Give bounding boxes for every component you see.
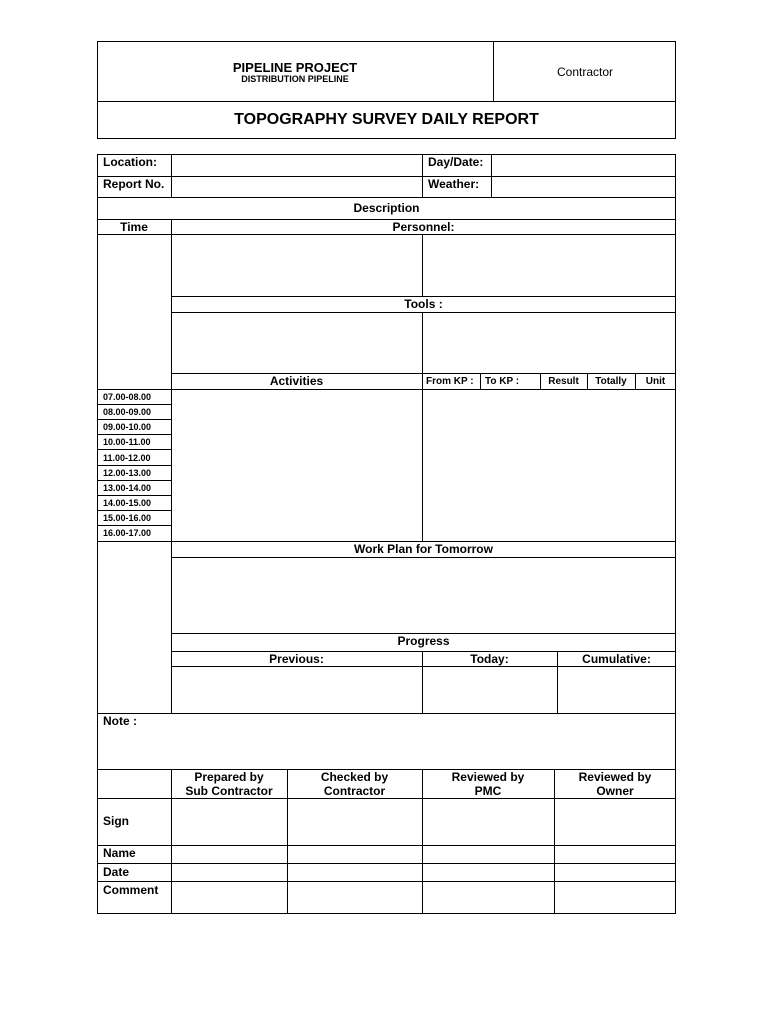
reviewed-pmc-party: PMC	[474, 784, 502, 798]
time-slot	[97, 405, 171, 420]
sign-pmc-cell[interactable]	[423, 799, 554, 845]
date-row-label: Date	[103, 865, 130, 879]
time-slot	[97, 511, 171, 526]
time-slot-label: 12.00-13.00	[103, 468, 152, 478]
progress-previous-field[interactable]	[172, 667, 422, 713]
comment-checked-cell[interactable]	[288, 882, 422, 913]
comment-row-label: Comment	[103, 883, 159, 897]
totally-label: Totally	[595, 376, 627, 387]
date-prepared-cell[interactable]	[172, 864, 287, 881]
reviewed-pmc-header: Reviewed by	[451, 770, 525, 784]
tools-label: Tools :	[404, 297, 443, 311]
personnel-field-left[interactable]	[172, 235, 422, 296]
time-slot	[97, 435, 171, 450]
sign-prepared-cell[interactable]	[172, 799, 287, 845]
report-no-field[interactable]	[172, 177, 422, 197]
hline-activities-top	[171, 373, 676, 374]
unit-label: Unit	[645, 376, 666, 387]
name-row-label: Name	[103, 846, 136, 860]
vline-kp-split	[480, 373, 481, 389]
work-plan-heading: Work Plan for Tomorrow	[354, 542, 493, 556]
time-slot-label: 07.00-08.00	[103, 392, 152, 402]
activities-field[interactable]	[172, 390, 422, 541]
time-slot	[97, 526, 171, 541]
time-slot-label: 15.00-16.00	[103, 513, 152, 523]
name-prepared-cell[interactable]	[172, 846, 287, 863]
name-checked-cell[interactable]	[288, 846, 422, 863]
work-plan-field[interactable]	[172, 558, 675, 633]
sign-checked-cell[interactable]	[288, 799, 422, 845]
time-slots-list	[97, 390, 171, 541]
header-divider-horizontal	[97, 101, 676, 102]
time-slot	[97, 496, 171, 511]
note-box[interactable]	[97, 713, 676, 770]
name-pmc-cell[interactable]	[423, 846, 554, 863]
note-label: Note :	[103, 714, 137, 728]
project-subtitle: DISTRIBUTION PIPELINE	[241, 74, 349, 84]
hline-info-bottom	[97, 197, 676, 198]
hline-description-bottom	[97, 219, 676, 220]
prepared-by-party: Sub Contractor	[185, 784, 273, 798]
vline-info-label	[422, 154, 423, 197]
sign-owner-cell[interactable]	[555, 799, 675, 845]
report-no-label: Report No.	[103, 177, 165, 191]
daydate-field[interactable]	[492, 155, 675, 176]
sign-row-label: Sign	[103, 814, 129, 828]
time-slot-label: 13.00-14.00	[103, 483, 152, 493]
reviewed-owner-party: Owner	[596, 784, 634, 798]
activities-label: Activities	[269, 374, 324, 388]
name-owner-cell[interactable]	[555, 846, 675, 863]
weather-field[interactable]	[492, 177, 675, 197]
time-slot	[97, 390, 171, 405]
progress-previous-label: Previous:	[269, 652, 324, 666]
time-slot	[97, 481, 171, 496]
location-field[interactable]	[172, 155, 422, 176]
time-slot	[97, 450, 171, 466]
time-slot	[97, 420, 171, 435]
progress-cumulative-label: Cumulative:	[582, 652, 651, 666]
from-kp-label: From KP :	[426, 376, 474, 387]
kp-result-field[interactable]	[423, 390, 675, 541]
time-slot-label: 09.00-10.00	[103, 422, 152, 432]
date-owner-cell[interactable]	[555, 864, 675, 881]
location-label: Location:	[103, 155, 157, 169]
personnel-field-right[interactable]	[423, 235, 675, 296]
checked-by-party: Contractor	[323, 784, 386, 798]
progress-today-field[interactable]	[423, 667, 557, 713]
project-title: PIPELINE PROJECT	[232, 60, 358, 75]
time-slot-label: 08.00-09.00	[103, 407, 152, 417]
progress-cumulative-field[interactable]	[558, 667, 675, 713]
personnel-label: Personnel:	[392, 220, 455, 234]
daydate-label: Day/Date:	[428, 155, 484, 169]
to-kp-label: To KP :	[485, 376, 520, 387]
tools-field-right[interactable]	[423, 313, 675, 373]
time-slot	[97, 466, 171, 481]
weather-label: Weather:	[428, 177, 480, 191]
time-slot-label: 11.00-12.00	[103, 453, 151, 463]
description-heading: Description	[353, 201, 420, 215]
tools-field-left[interactable]	[172, 313, 422, 373]
date-pmc-cell[interactable]	[423, 864, 554, 881]
report-title: TOPOGRAPHY SURVEY DAILY REPORT	[234, 111, 539, 128]
time-column-label: Time	[120, 220, 148, 234]
comment-owner-cell[interactable]	[555, 882, 675, 913]
time-slot-label: 16.00-17.00	[103, 528, 152, 538]
progress-heading: Progress	[397, 634, 450, 648]
date-checked-cell[interactable]	[288, 864, 422, 881]
checked-by-header: Checked by	[320, 770, 389, 784]
result-label: Result	[548, 376, 579, 387]
prepared-by-header: Prepared by	[194, 770, 264, 784]
comment-pmc-cell[interactable]	[423, 882, 554, 913]
time-slot-label: 10.00-11.00	[103, 437, 151, 447]
reviewed-owner-header: Reviewed by	[578, 770, 652, 784]
time-slot-label: 14.00-15.00	[103, 498, 152, 508]
progress-today-label: Today:	[470, 652, 509, 666]
contractor-label: Contractor	[556, 65, 614, 79]
comment-prepared-cell[interactable]	[172, 882, 287, 913]
